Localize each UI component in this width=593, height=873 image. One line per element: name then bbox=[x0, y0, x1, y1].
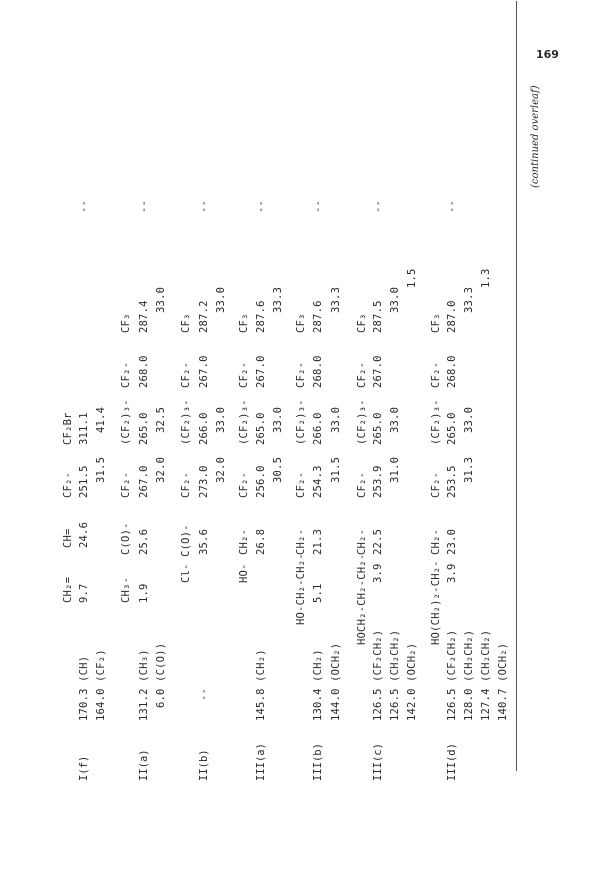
group-6-sub: 33.3 bbox=[272, 286, 284, 313]
group-4-val: 266.0 bbox=[198, 412, 210, 445]
group-2-val: 26.8 bbox=[255, 528, 267, 555]
group-6-sub: 33.3 bbox=[463, 286, 475, 313]
group-6: CF₃ bbox=[430, 313, 442, 333]
dash: -- bbox=[198, 199, 210, 213]
group-3-val: 251.5 bbox=[78, 465, 90, 498]
group-2: CH= bbox=[62, 528, 74, 548]
group-5: CF₂- bbox=[430, 361, 442, 388]
shift-2: 144.0 (OCH₂) bbox=[330, 642, 342, 721]
group-3-val: 256.0 bbox=[255, 465, 267, 498]
group-6-val: 287.5 bbox=[372, 300, 384, 333]
group-2: C(O)- bbox=[120, 522, 132, 555]
group-4: (CF₂)₃- bbox=[295, 399, 307, 445]
group-3-val: 254.3 bbox=[312, 465, 324, 498]
group-4-sub: 41.4 bbox=[95, 406, 107, 433]
shift-1: -- bbox=[198, 687, 210, 701]
group-2: CH₂- bbox=[238, 528, 250, 555]
group-4: (CF₂)₃- bbox=[430, 399, 442, 445]
group-3-sub: 31.5 bbox=[95, 456, 107, 483]
group-4-sub: 32.5 bbox=[155, 406, 167, 433]
group-5-val: 268.0 bbox=[312, 355, 324, 388]
group-1: CH₃- bbox=[120, 576, 132, 603]
group-2-val: 24.6 bbox=[78, 521, 90, 548]
compound-label: II(a) bbox=[138, 749, 150, 781]
group-6-sub: 33.0 bbox=[155, 286, 167, 313]
group-6-val: 287.0 bbox=[446, 300, 458, 333]
group-6-sub-2: 1.3 bbox=[480, 268, 492, 288]
group-6-val: 287.6 bbox=[255, 300, 267, 333]
group-5: CF₂- bbox=[238, 361, 250, 388]
dash: -- bbox=[446, 199, 458, 213]
shift-4: 140.7 (OCH₂) bbox=[497, 642, 509, 721]
group-3: CF₂- bbox=[238, 471, 250, 498]
group-5-val: 267.0 bbox=[255, 355, 267, 388]
shift-2: 128.0 (CH₂CH₂) bbox=[463, 629, 475, 721]
group-1-val: 35.6 bbox=[198, 528, 210, 555]
shift-1: 170.3 (CH) bbox=[78, 655, 90, 721]
shift-2: 6.0 (C(O)) bbox=[155, 642, 167, 708]
group-1-val: 3.9 bbox=[446, 563, 458, 583]
compound-label: II(b) bbox=[198, 749, 210, 781]
group-4-sub: 33.0 bbox=[463, 406, 475, 433]
group-2-val: 22.5 bbox=[372, 528, 384, 555]
group-1: HO(CH₂)₂-CH₂- bbox=[430, 560, 442, 645]
group-6-val: 287.4 bbox=[138, 300, 150, 333]
page-number: 169 bbox=[536, 48, 559, 61]
group-3: CF₂- bbox=[430, 471, 442, 498]
continued-note: (continued overleaf) bbox=[530, 85, 541, 188]
group-3: CF₂- bbox=[295, 471, 307, 498]
group-3-sub: 31.0 bbox=[389, 456, 401, 483]
dash: -- bbox=[372, 199, 384, 213]
group-4: (CF₂)₃- bbox=[120, 399, 132, 445]
group-4-val: 265.0 bbox=[446, 412, 458, 445]
group-3-val: 253.5 bbox=[446, 465, 458, 498]
group-3-sub: 31.3 bbox=[463, 456, 475, 483]
group-6: CF₃ bbox=[238, 313, 250, 333]
group-3-sub: 30.5 bbox=[272, 456, 284, 483]
group-6-sub: 33.3 bbox=[330, 286, 342, 313]
group-5: CF₂- bbox=[356, 361, 368, 388]
shift-1: 131.2 (CH₃) bbox=[138, 649, 150, 721]
group-2: CH₂- bbox=[295, 528, 307, 555]
group-4-val: 266.0 bbox=[312, 412, 324, 445]
group-6-sub: 33.0 bbox=[215, 286, 227, 313]
group-3: CF₂- bbox=[62, 471, 74, 498]
group-6: CF₃ bbox=[356, 313, 368, 333]
group-1-val: 3.9 bbox=[372, 563, 384, 583]
group-6-sub-2: 1.5 bbox=[406, 268, 418, 288]
shift-1: 130.4 (CH₂) bbox=[312, 649, 324, 721]
dash: -- bbox=[255, 199, 267, 213]
group-5-val: 268.0 bbox=[138, 355, 150, 388]
group-4-val: 265.0 bbox=[372, 412, 384, 445]
group-6-val: 287.2 bbox=[198, 300, 210, 333]
group-6-val: 287.6 bbox=[312, 300, 324, 333]
group-4-val: 265.0 bbox=[138, 412, 150, 445]
group-5: CF₂- bbox=[180, 361, 192, 388]
group-3-val: 253.9 bbox=[372, 465, 384, 498]
group-3: CF₂- bbox=[120, 471, 132, 498]
group-1-val: 1.9 bbox=[138, 583, 150, 603]
group-5-val: 267.0 bbox=[198, 355, 210, 388]
dash: -- bbox=[312, 199, 324, 213]
group-4-sub: 33.0 bbox=[215, 406, 227, 433]
group-5: CF₂- bbox=[120, 361, 132, 388]
group-5: CF₂- bbox=[295, 361, 307, 388]
group-3-sub: 32.0 bbox=[215, 456, 227, 483]
shift-3: 127.4 (CH₂CH₂) bbox=[480, 629, 492, 721]
dash: -- bbox=[78, 199, 90, 213]
compound-label: III(b) bbox=[312, 743, 324, 781]
group-1: HOCH₂-CH₂-CH₂- bbox=[356, 553, 368, 645]
group-2: CH₂- bbox=[356, 528, 368, 555]
group-6: CF₃ bbox=[295, 313, 307, 333]
compound-label: III(c) bbox=[372, 743, 384, 781]
shift-3: 142.0 (OCH₂) bbox=[406, 642, 418, 721]
group-4-val: 265.0 bbox=[255, 412, 267, 445]
group-6-sub: 33.0 bbox=[389, 286, 401, 313]
group-4-sub: 33.0 bbox=[389, 406, 401, 433]
group-1: HO-CH₂-CH₂- bbox=[295, 553, 307, 625]
group-5-val: 267.0 bbox=[372, 355, 384, 388]
group-2-val: 21.3 bbox=[312, 528, 324, 555]
group-4-sub: 33.0 bbox=[272, 406, 284, 433]
group-1: CH₂= bbox=[62, 576, 74, 603]
compound-label: III(d) bbox=[446, 743, 458, 781]
group-1: HO- bbox=[238, 563, 250, 583]
group-2-val: 25.6 bbox=[138, 528, 150, 555]
group-3: CF₂- bbox=[356, 471, 368, 498]
group-3-sub: 32.0 bbox=[155, 456, 167, 483]
dash: -- bbox=[138, 199, 150, 213]
group-6: CF₃ bbox=[180, 313, 192, 333]
group-3: CF₂- bbox=[180, 471, 192, 498]
group-4: CF₂Br bbox=[62, 412, 74, 445]
group-4: (CF₂)₃- bbox=[238, 399, 250, 445]
group-1: Cl- C(O)- bbox=[180, 524, 192, 583]
compound-label: III(a) bbox=[255, 743, 267, 781]
group-4: (CF₂)₃- bbox=[180, 399, 192, 445]
group-2: CH₂- bbox=[430, 528, 442, 555]
group-3-sub: 31.5 bbox=[330, 456, 342, 483]
shift-1: 126.5 (CF₂CH₂) bbox=[372, 629, 384, 721]
group-4-val: 311.1 bbox=[78, 412, 90, 445]
group-1-val: 9.7 bbox=[78, 583, 90, 603]
group-4: (CF₂)₃- bbox=[356, 399, 368, 445]
group-6: CF₃ bbox=[120, 313, 132, 333]
group-3-val: 273.0 bbox=[198, 465, 210, 498]
group-2-val: 23.0 bbox=[446, 528, 458, 555]
shift-2: 126.5 (CH₂CH₂) bbox=[389, 629, 401, 721]
shift-1: 145.8 (CH₂) bbox=[255, 649, 267, 721]
shift-1: 126.5 (CF₂CH₂) bbox=[446, 629, 458, 721]
group-1-val: 5.1 bbox=[312, 583, 324, 603]
table-rule bbox=[516, 1, 517, 771]
group-4-sub: 33.0 bbox=[330, 406, 342, 433]
compound-label: I(f) bbox=[78, 755, 90, 781]
group-5-val: 268.0 bbox=[446, 355, 458, 388]
group-3-val: 267.0 bbox=[138, 465, 150, 498]
shift-2: 164.0 (CF₂) bbox=[95, 649, 107, 721]
